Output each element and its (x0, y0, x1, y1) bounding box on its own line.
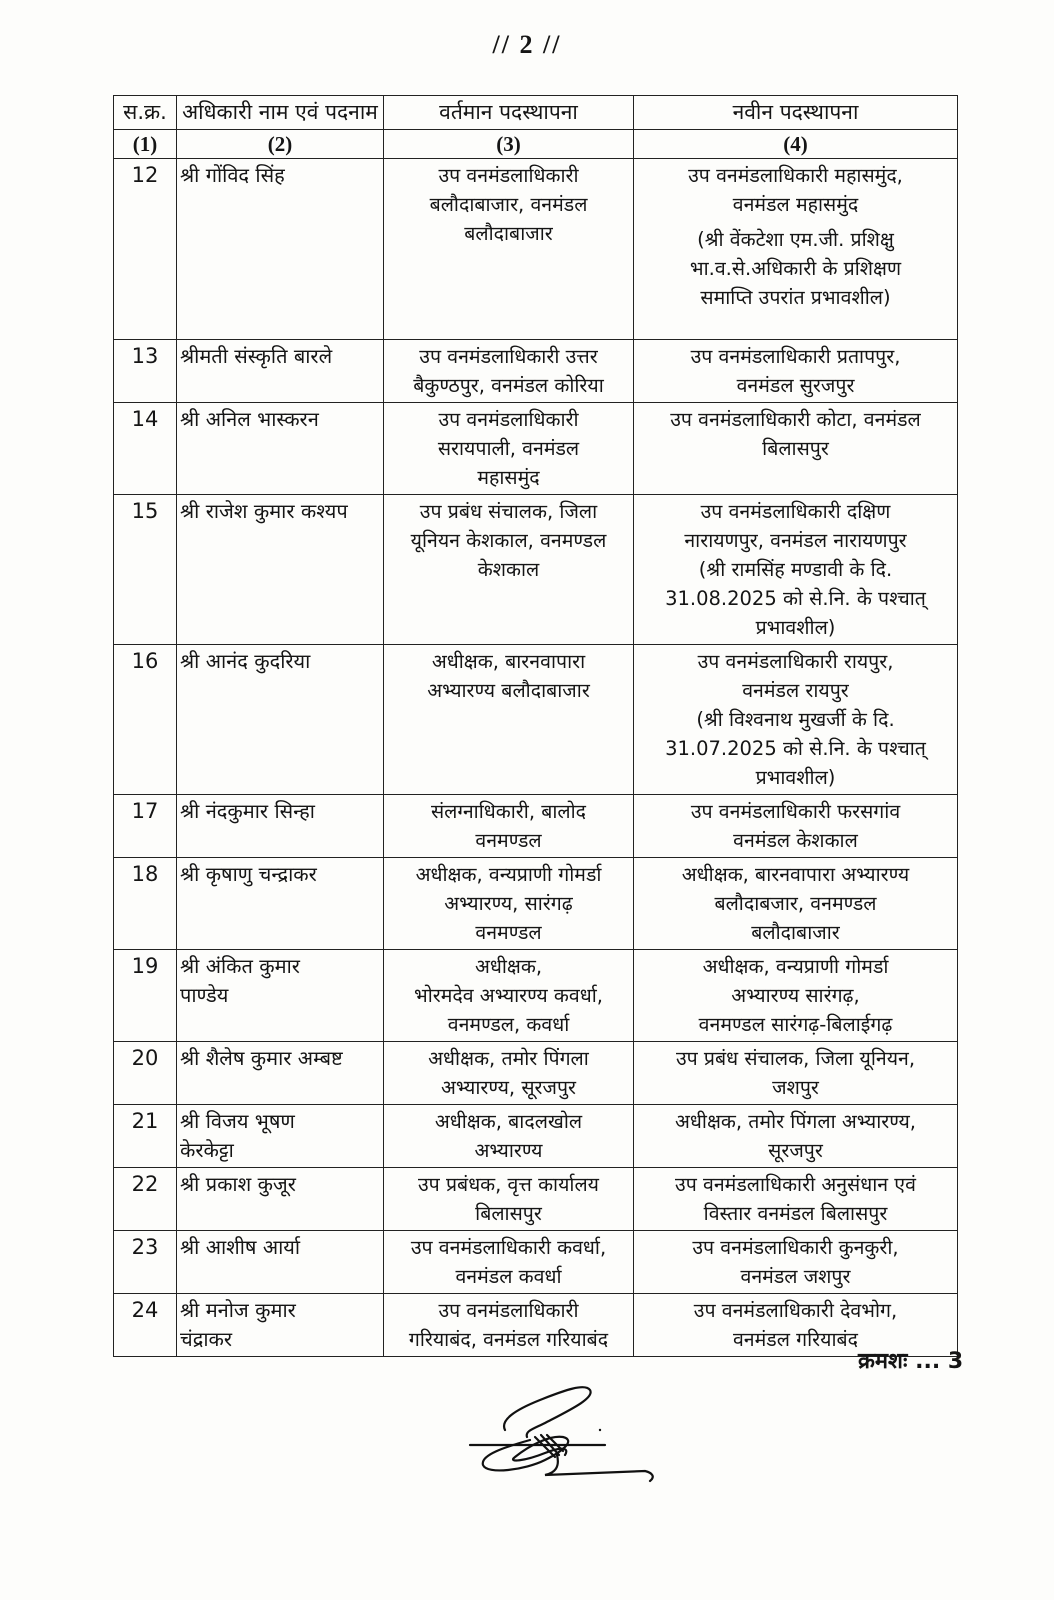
current-posting-line: गरियाबंद, वनमंडल गरियाबंद (408, 1328, 609, 1351)
officer-name-line: श्री गोंविद सिंह (180, 163, 285, 187)
transfer-table (113, 95, 958, 1357)
new-posting-line: उप वनमंडलाधिकारी रायपुर, (697, 650, 894, 673)
table-row (114, 403, 958, 495)
new-posting-line: वनमण्डल सारंगढ़-बिलाईगढ़ (698, 1013, 893, 1036)
column-number: (3) (384, 130, 634, 159)
new-posting-line: 31.07.2025 को से.नि. के पश्चात् (665, 737, 926, 760)
current-posting-cell (384, 1105, 634, 1168)
new-posting-line: उप वनमंडलाधिकारी महासमुंद, (688, 164, 903, 187)
current-posting-line: अधीक्षक, बारनवापारा (431, 650, 586, 673)
new-posting-line: बलौदाबजार, वनमण्डल (714, 892, 877, 915)
new-posting-cell (634, 340, 958, 403)
officer-name-cell (177, 1294, 384, 1357)
current-posting-cell (384, 495, 634, 645)
current-posting-line: यूनियन केशकाल, वनमण्डल (410, 529, 607, 552)
new-posting-cell (634, 495, 958, 645)
officer-name-line: श्री शैलेष कुमार अम्बष्ट (180, 1046, 343, 1070)
new-posting-cell (634, 1168, 958, 1231)
officer-name-cell (177, 1042, 384, 1105)
officer-name-cell (177, 1231, 384, 1294)
posting-note-line: (श्री वेंकटेशा एम.जी. प्रशिक्षु (697, 228, 894, 251)
current-posting-line: अधीक्षक, बादलखोल (434, 1110, 583, 1133)
officer-name-line: श्री प्रकाश कुजूर (180, 1172, 296, 1196)
current-posting-line: उप वनमंडलाधिकारी उत्तर (419, 345, 598, 368)
new-posting-line: उप वनमंडलाधिकारी फरसगांव (690, 800, 901, 823)
current-posting-cell (384, 1231, 634, 1294)
new-posting-line: उप प्रबंध संचालक, जिला यूनियन, (675, 1047, 916, 1070)
posting-note (637, 225, 954, 312)
current-posting-cell (384, 340, 634, 403)
officer-name-cell (177, 645, 384, 795)
table-row (114, 645, 958, 795)
new-posting-cell (634, 159, 958, 340)
table-row (114, 495, 958, 645)
new-posting-line: उप वनमंडलाधिकारी दक्षिण (700, 500, 891, 523)
officer-name-line: पाण्डेय (180, 983, 229, 1007)
new-posting-cell (634, 1231, 958, 1294)
column-number: (2) (177, 130, 384, 159)
current-posting-line: उप प्रबंधक, वृत्त कार्यालय (418, 1173, 599, 1196)
new-posting-line: अभ्यारण्य सारंगढ़, (731, 984, 860, 1007)
current-posting-cell (384, 795, 634, 858)
current-posting-line: बैकुण्ठपुर, वनमंडल कोरिया (413, 374, 604, 397)
officer-name-line: श्री राजेश कुमार कश्यप (180, 499, 348, 523)
current-posting-cell (384, 159, 634, 340)
serial-number-cell: 18 (114, 858, 177, 950)
column-number: (4) (634, 130, 958, 159)
table-body (114, 159, 958, 1357)
new-posting-line: (श्री रामसिंह मण्डावी के दि. (698, 558, 893, 581)
officer-name-cell (177, 159, 384, 340)
new-posting-cell (634, 645, 958, 795)
table-row (114, 1168, 958, 1231)
current-posting-cell (384, 1294, 634, 1357)
new-posting-cell (634, 795, 958, 858)
current-posting-line: बिलासपुर (475, 1202, 542, 1225)
officer-name-line: श्रीमती संस्कृति बारले (180, 344, 333, 368)
table-row (114, 1231, 958, 1294)
new-posting-line: 31.08.2025 को से.नि. के पश्चात् (665, 587, 926, 610)
new-posting-line: प्रभावशील) (755, 766, 836, 789)
new-posting-line: उप वनमंडलाधिकारी प्रतापपुर, (690, 345, 901, 368)
current-posting-line: वनमण्डल (475, 829, 542, 852)
serial-number-cell: 16 (114, 645, 177, 795)
serial-number-cell: 23 (114, 1231, 177, 1294)
current-posting-line: सरायपाली, वनमंडल (437, 437, 580, 460)
current-posting-cell (384, 403, 634, 495)
current-posting-line: अभ्यारण्य (474, 1139, 543, 1162)
new-posting-cell (634, 403, 958, 495)
serial-number-cell: 13 (114, 340, 177, 403)
new-posting-line: उप वनमंडलाधिकारी कुनकुरी, (692, 1236, 899, 1259)
officer-name-line: श्री विजय भूषण (180, 1109, 295, 1133)
new-posting-line: वनमंडल महासमुंद (732, 193, 859, 216)
new-posting-line: अधीक्षक, बारनवापारा अभ्यारण्य (681, 863, 910, 886)
new-posting-line: वनमंडल रायपुर (742, 679, 849, 702)
table-row (114, 1294, 958, 1357)
officer-name-line: श्री आनंद कुदरिया (180, 649, 311, 673)
officer-name-cell (177, 1105, 384, 1168)
continued-marker: क्रमशः ... 3 (858, 1349, 964, 1374)
new-posting-cell (634, 950, 958, 1042)
posting-note-line: समाप्ति उपरांत प्रभावशील) (700, 286, 891, 309)
serial-number-cell: 14 (114, 403, 177, 495)
new-posting-line: बिलासपुर (762, 437, 829, 460)
officer-name-cell (177, 858, 384, 950)
officer-name-cell (177, 403, 384, 495)
current-posting-line: अधीक्षक, (474, 955, 543, 978)
table-row (114, 950, 958, 1042)
new-posting-line: वनमंडल केशकाल (733, 829, 858, 852)
current-posting-line: उप वनमंडलाधिकारी (438, 1299, 579, 1322)
serial-number-cell: 17 (114, 795, 177, 858)
new-posting-line: उप वनमंडलाधिकारी कोटा, वनमंडल (670, 408, 921, 431)
current-posting-cell (384, 950, 634, 1042)
header-row (114, 96, 958, 130)
current-posting-cell (384, 645, 634, 795)
officer-name-cell (177, 795, 384, 858)
officer-name-line: श्री नंदकुमार सिन्हा (180, 799, 315, 823)
current-posting-line: अभ्यारण्य बलौदाबाजार (427, 679, 590, 702)
new-posting-line: प्रभावशील) (755, 616, 836, 639)
current-posting-line: वनमंडल कवर्धा (455, 1265, 562, 1288)
current-posting-line: उप प्रबंध संचालक, जिला (419, 500, 598, 523)
current-posting-line: उप वनमंडलाधिकारी (438, 164, 579, 187)
officer-name-line: श्री मनोज कुमार (180, 1298, 296, 1322)
current-posting-line: उप वनमंडलाधिकारी (438, 408, 579, 431)
table-row (114, 159, 958, 340)
current-posting-line: संलग्नाधिकारी, बालोद (430, 800, 587, 823)
officer-name-cell (177, 1168, 384, 1231)
current-posting-line: अभ्यारण्य, सारंगढ़ (444, 892, 573, 915)
page-number: // 2 // (492, 30, 562, 59)
new-posting-line: जशपुर (772, 1076, 819, 1099)
header-officer-name: अधिकारी नाम एवं पदनाम (177, 96, 384, 130)
serial-number-cell: 19 (114, 950, 177, 1042)
new-posting-cell (634, 858, 958, 950)
new-posting-cell (634, 1042, 958, 1105)
new-posting-line: वनमंडल गरियाबंद (732, 1328, 859, 1351)
officer-name-cell (177, 950, 384, 1042)
current-posting-cell (384, 1042, 634, 1105)
current-posting-line: महासमुंद (477, 466, 540, 489)
current-posting-line: उप वनमंडलाधिकारी कवर्धा, (410, 1236, 607, 1259)
column-number-row (114, 130, 958, 159)
current-posting-cell (384, 1168, 634, 1231)
serial-number-cell: 20 (114, 1042, 177, 1105)
table-row (114, 858, 958, 950)
current-posting-line: अधीक्षक, वन्यप्राणी गोमर्डा (415, 863, 602, 886)
officer-name-line: श्री कृषाणु चन्द्राकर (180, 862, 317, 886)
officer-name-line: केरकेट्टा (180, 1138, 234, 1162)
serial-number-cell: 24 (114, 1294, 177, 1357)
serial-number-cell: 12 (114, 159, 177, 340)
new-posting-line: नारायणपुर, वनमंडल नारायणपुर (684, 529, 907, 552)
new-posting-line: (श्री विश्वनाथ मुखर्जी के दि. (696, 708, 895, 731)
new-posting-line: अधीक्षक, वन्यप्राणी गोमर्डा (702, 955, 889, 978)
column-number: (1) (114, 130, 177, 159)
officer-name-line: चंद्राकर (180, 1327, 233, 1351)
new-posting-line: उप वनमंडलाधिकारी अनुसंधान एवं (675, 1173, 916, 1196)
new-posting-line: सूरजपुर (768, 1139, 823, 1162)
header-new-posting: नवीन पदस्थापना (634, 96, 958, 130)
current-posting-line: केशकाल (477, 558, 540, 581)
posting-note-line: भा.व.से.अधिकारी के प्रशिक्षण (689, 257, 902, 280)
current-posting-line: अधीक्षक, तमोर पिंगला (428, 1047, 589, 1070)
current-posting-line: वनमण्डल (475, 921, 542, 944)
header-sno: स.क्र. (114, 96, 177, 130)
officer-name-cell (177, 340, 384, 403)
new-posting-cell (634, 1105, 958, 1168)
officer-name-cell (177, 495, 384, 645)
officer-name-line: श्री अनिल भास्करन (180, 407, 319, 431)
table-row (114, 1105, 958, 1168)
officer-name-line: श्री अंकित कुमार (180, 954, 300, 978)
new-posting-line: विस्तार वनमंडल बिलासपुर (703, 1202, 888, 1225)
current-posting-line: अभ्यारण्य, सूरजपुर (441, 1076, 576, 1099)
current-posting-line: वनमण्डल, कवर्धा (447, 1013, 570, 1036)
new-posting-line: अधीक्षक, तमोर पिंगला अभ्यारण्य, (675, 1110, 916, 1133)
officer-name-line: श्री आशीष आर्या (180, 1235, 301, 1259)
serial-number-cell: 22 (114, 1168, 177, 1231)
new-posting-line: वनमंडल सुरजपुर (736, 374, 855, 397)
current-posting-line: बलौदाबाजार (464, 222, 553, 245)
table-row (114, 795, 958, 858)
current-posting-line: बलौदाबाजार, वनमंडल (429, 193, 588, 216)
new-posting-line: उप वनमंडलाधिकारी देवभोग, (693, 1299, 898, 1322)
table-row (114, 340, 958, 403)
new-posting-line: बलौदाबाजार (751, 921, 840, 944)
serial-number-cell: 21 (114, 1105, 177, 1168)
signature (445, 1365, 665, 1485)
table-row (114, 1042, 958, 1105)
new-posting-line: वनमंडल जशपुर (740, 1265, 851, 1288)
current-posting-line: भोरमदेव अभ्यारण्य कवर्धा, (414, 984, 603, 1007)
current-posting-cell (384, 858, 634, 950)
header-current-posting: वर्तमान पदस्थापना (384, 96, 634, 130)
serial-number-cell: 15 (114, 495, 177, 645)
